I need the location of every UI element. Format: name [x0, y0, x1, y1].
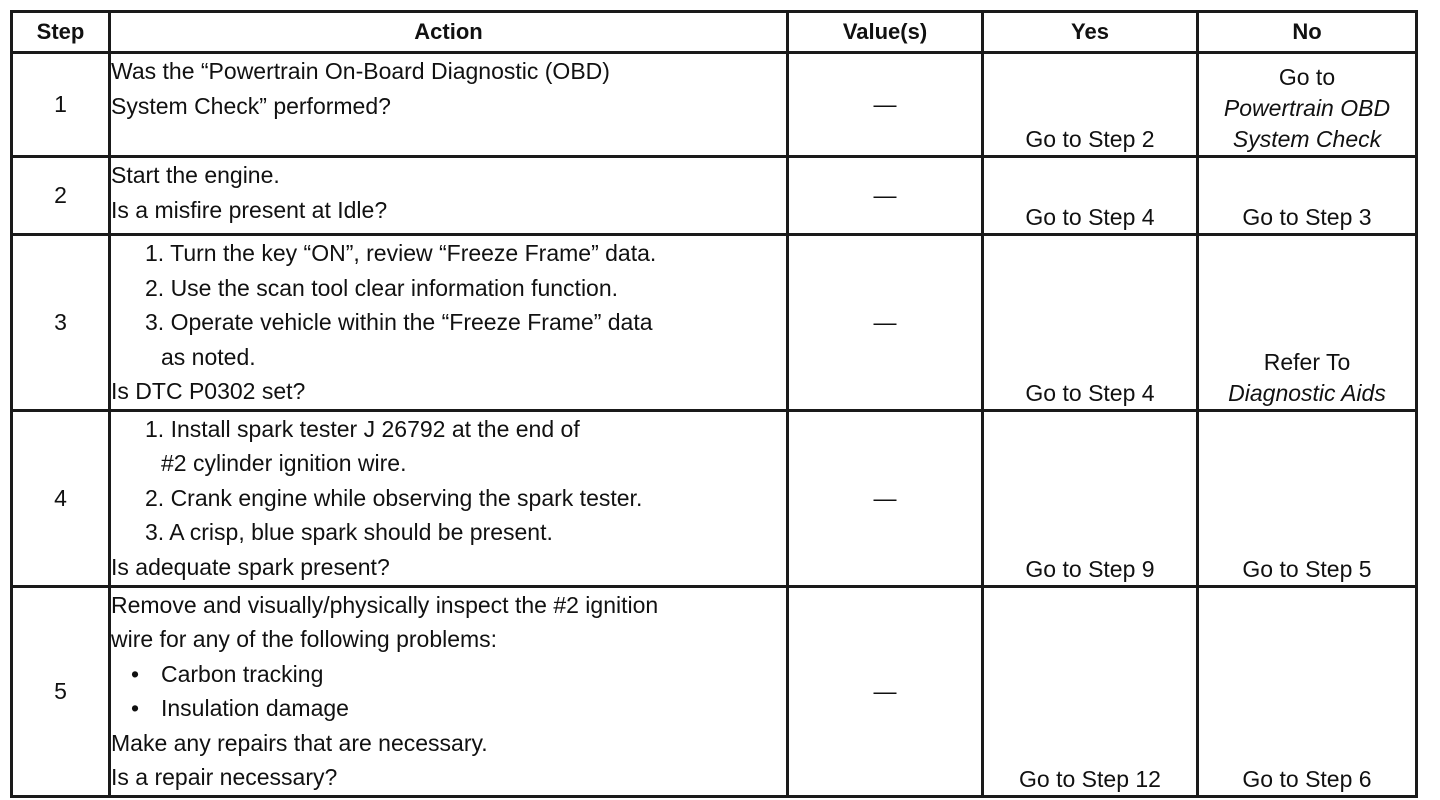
action-list-item-continued: #2 cylinder ignition wire.: [161, 450, 407, 476]
action-list-item: 2. Crank engine while observing the spark tester.: [145, 484, 643, 511]
diagnostic-table: [10, 10, 1418, 798]
yes-text: Go to Step 9: [1025, 555, 1155, 582]
header-yes: Yes: [983, 12, 1198, 53]
no-text: Go to Step 5: [1242, 555, 1372, 582]
no-reference-text: Powertrain OBD: [1223, 95, 1391, 121]
action-cell: [110, 235, 788, 411]
step-number: 4: [12, 410, 110, 586]
no-cell: [1198, 586, 1417, 796]
table-row: [12, 410, 1417, 586]
no-text: Go to Step 3: [1242, 204, 1372, 230]
yes-cell: [983, 157, 1198, 235]
header-row: [12, 12, 1417, 53]
action-list-item: 1. Install spark tester J 26792 at the end of: [145, 415, 580, 442]
yes-cell: [983, 586, 1198, 796]
action-text: System Check” performed?: [111, 92, 391, 119]
yes-text: Go to Step 4: [1025, 204, 1155, 230]
no-cell: [1198, 53, 1417, 157]
no-reference-text: System Check: [1232, 126, 1382, 152]
bullet-icon: •: [131, 695, 140, 721]
table-row: [12, 157, 1417, 235]
action-cell: [110, 53, 788, 157]
action-text: Was the “Powertrain On-Board Diagnostic (OBD): [111, 58, 610, 84]
no-cell: [1198, 235, 1417, 411]
action-text: wire for any of the following problems:: [111, 626, 498, 652]
action-text: Is a misfire present at Idle?: [111, 196, 388, 223]
header-no: No: [1198, 12, 1417, 53]
no-text: Go to Step 6: [1242, 765, 1372, 792]
yes-cell: [983, 410, 1198, 586]
value-cell: —: [788, 586, 983, 796]
step-number: 3: [12, 235, 110, 411]
yes-cell: [983, 235, 1198, 411]
header-step: Step: [12, 12, 110, 53]
action-cell: [110, 157, 788, 235]
action-text: Remove and visually/physically inspect the #2 ignition: [111, 591, 659, 618]
value-cell: —: [788, 410, 983, 586]
step-number: 1: [12, 53, 110, 157]
yes-cell: [983, 53, 1198, 157]
action-cell: [110, 586, 788, 796]
bullet-icon: •: [131, 660, 140, 687]
action-cell: [110, 410, 788, 586]
action-text: Start the engine.: [111, 162, 280, 188]
table-row: [12, 586, 1417, 796]
table-row: [12, 235, 1417, 411]
value-cell: —: [788, 235, 983, 411]
action-text: Make any repairs that are necessary.: [111, 729, 488, 756]
header-action: Action: [110, 12, 788, 53]
action-question: Is a repair necessary?: [111, 764, 338, 790]
action-question: Is DTC P0302 set?: [111, 378, 306, 404]
no-text: Refer To: [1263, 348, 1351, 375]
action-list-item: 2. Use the scan tool clear information function.: [145, 274, 619, 301]
bullet-text: Carbon tracking: [161, 660, 324, 687]
yes-text: Go to Step 2: [1025, 126, 1155, 152]
no-cell: [1198, 410, 1417, 586]
action-question: Is adequate spark present?: [111, 553, 390, 580]
table-row: [12, 53, 1417, 157]
action-list-item: 3. A crisp, blue spark should be present.: [145, 519, 553, 545]
no-text: Go to: [1278, 64, 1336, 90]
no-cell: [1198, 157, 1417, 235]
value-cell: —: [788, 53, 983, 157]
action-bullet-item: [111, 657, 786, 692]
yes-text: Go to Step 12: [1019, 765, 1161, 792]
no-reference-text: Diagnostic Aids: [1228, 379, 1386, 406]
header-values: Value(s): [788, 12, 983, 53]
yes-text: Go to Step 4: [1025, 379, 1155, 406]
bullet-text: Insulation damage: [161, 695, 349, 721]
action-list-item: 1. Turn the key “ON”, review “Freeze Frame” data.: [145, 240, 657, 266]
value-cell: —: [788, 157, 983, 235]
action-list-item: 3. Operate vehicle within the “Freeze Frame” data: [145, 309, 653, 335]
action-list-item-continued: as noted.: [161, 343, 256, 370]
step-number: 5: [12, 586, 110, 796]
action-bullet-item: [111, 691, 786, 726]
step-number: 2: [12, 157, 110, 235]
